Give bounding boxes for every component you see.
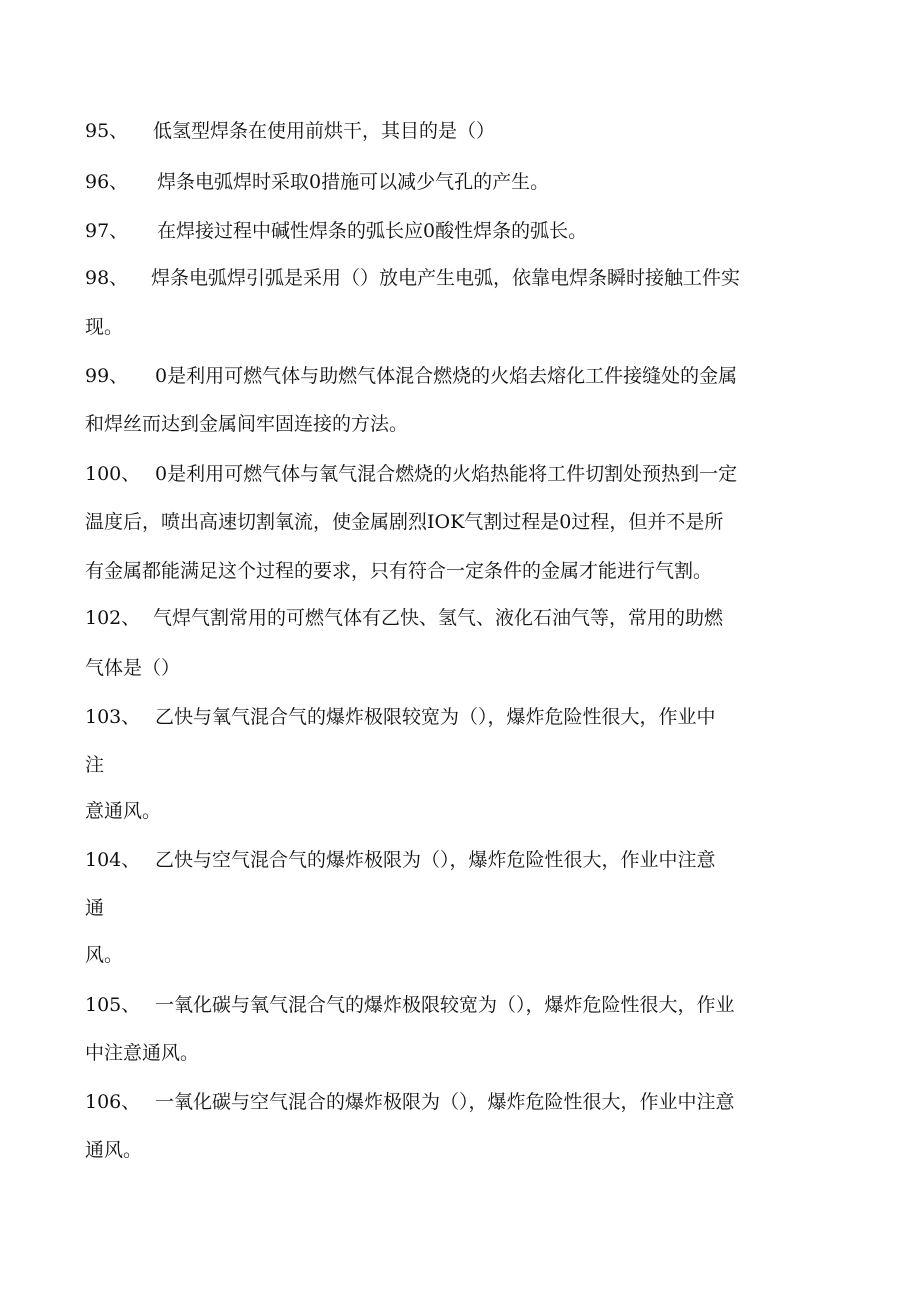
question-number: 103、 <box>85 706 141 728</box>
question-103-line-2 <box>85 753 104 777</box>
question-text: 通风。 <box>85 1139 143 1161</box>
question-99-line-1 <box>85 364 737 388</box>
question-103-line-3 <box>85 799 161 823</box>
question-100-line-2 <box>85 510 723 534</box>
question-102-line-2 <box>85 656 180 680</box>
question-100-line-3 <box>85 559 712 583</box>
question-text: 温度后，喷出高速切割氧流，使金属剧烈IOK气割过程是0过程，但并不是所 <box>85 511 724 533</box>
question-99-line-2 <box>85 412 408 436</box>
question-number: 96、 <box>85 171 129 193</box>
question-106-line-2 <box>85 1138 142 1162</box>
question-text: 乙快与氧气混合气的爆炸极限较宽为（），爆炸危险性很大，作业中 <box>155 706 716 728</box>
question-text: 一氧化碳与空气混合的爆炸极限为（），爆炸危险性很大，作业中注意 <box>155 1091 735 1113</box>
question-105-line-1 <box>85 993 735 1017</box>
question-104-line-3 <box>85 943 123 967</box>
question-number: 99、 <box>85 365 129 387</box>
question-text: 风。 <box>85 944 124 966</box>
question-text: 低氢型焊条在使用前烘干，其目的是（） <box>153 120 496 142</box>
question-text: 乙快与空气混合气的爆炸极限为（），爆炸危险性很大，作业中注意 <box>155 849 716 871</box>
question-text: 在焊接过程中碱性焊条的弧长应0酸性焊条的弧长。 <box>157 220 588 242</box>
question-text: 焊条电弧焊时采取0措施可以减少气孔的产生。 <box>157 171 550 193</box>
question-95-line-1 <box>85 119 495 143</box>
question-number: 98、 <box>85 267 129 289</box>
question-text: 注 <box>85 754 105 776</box>
question-number: 95、 <box>85 120 129 142</box>
question-104-line-2 <box>85 896 104 920</box>
question-105-line-2 <box>85 1041 199 1065</box>
question-text: 气焊气割常用的可燃气体有乙快、氢气、液化石油气等，常用的助燃 <box>153 607 724 629</box>
question-number: 105、 <box>85 994 141 1016</box>
question-text: 一氧化碳与氧气混合气的爆炸极限较宽为（），爆炸危险性很大，作业 <box>155 994 735 1016</box>
question-text: 意通风。 <box>85 800 162 822</box>
question-number: 104、 <box>85 849 141 871</box>
question-103-line-1 <box>85 705 716 729</box>
question-106-line-1 <box>85 1090 735 1114</box>
question-text: 和焊丝而达到金属间牢固连接的方法。 <box>85 413 409 435</box>
question-96-line-1 <box>85 170 549 194</box>
question-text: 现。 <box>85 316 124 338</box>
question-text: 气体是（） <box>85 657 181 679</box>
question-98-line-1 <box>85 266 740 290</box>
question-text: 通 <box>85 897 105 919</box>
question-text: 0是利用可燃气体与助燃气体混合燃烧的火焰去熔化工件接缝处的金属 <box>155 365 738 387</box>
question-text: 有金属都能满足这个过程的要求，只有符合一定条件的金属才能进行气割。 <box>85 560 713 582</box>
question-number: 102、 <box>85 607 141 629</box>
question-98-line-2 <box>85 315 123 339</box>
question-text: 中注意通风。 <box>85 1042 200 1064</box>
question-text: 0是利用可燃气体与氧气混合燃烧的火焰热能将工件切割处预热到一定 <box>155 463 738 485</box>
question-number: 100、 <box>85 463 141 485</box>
question-97-line-1 <box>85 219 587 243</box>
question-text: 焊条电弧焊引弧是采用（）放电产生电弧，依靠电焊条瞬时接触工件实 <box>151 267 741 289</box>
question-number: 106、 <box>85 1091 141 1113</box>
question-number: 97、 <box>85 220 129 242</box>
question-100-line-1 <box>85 462 737 486</box>
question-102-line-1 <box>85 606 723 630</box>
question-104-line-1 <box>85 848 716 872</box>
